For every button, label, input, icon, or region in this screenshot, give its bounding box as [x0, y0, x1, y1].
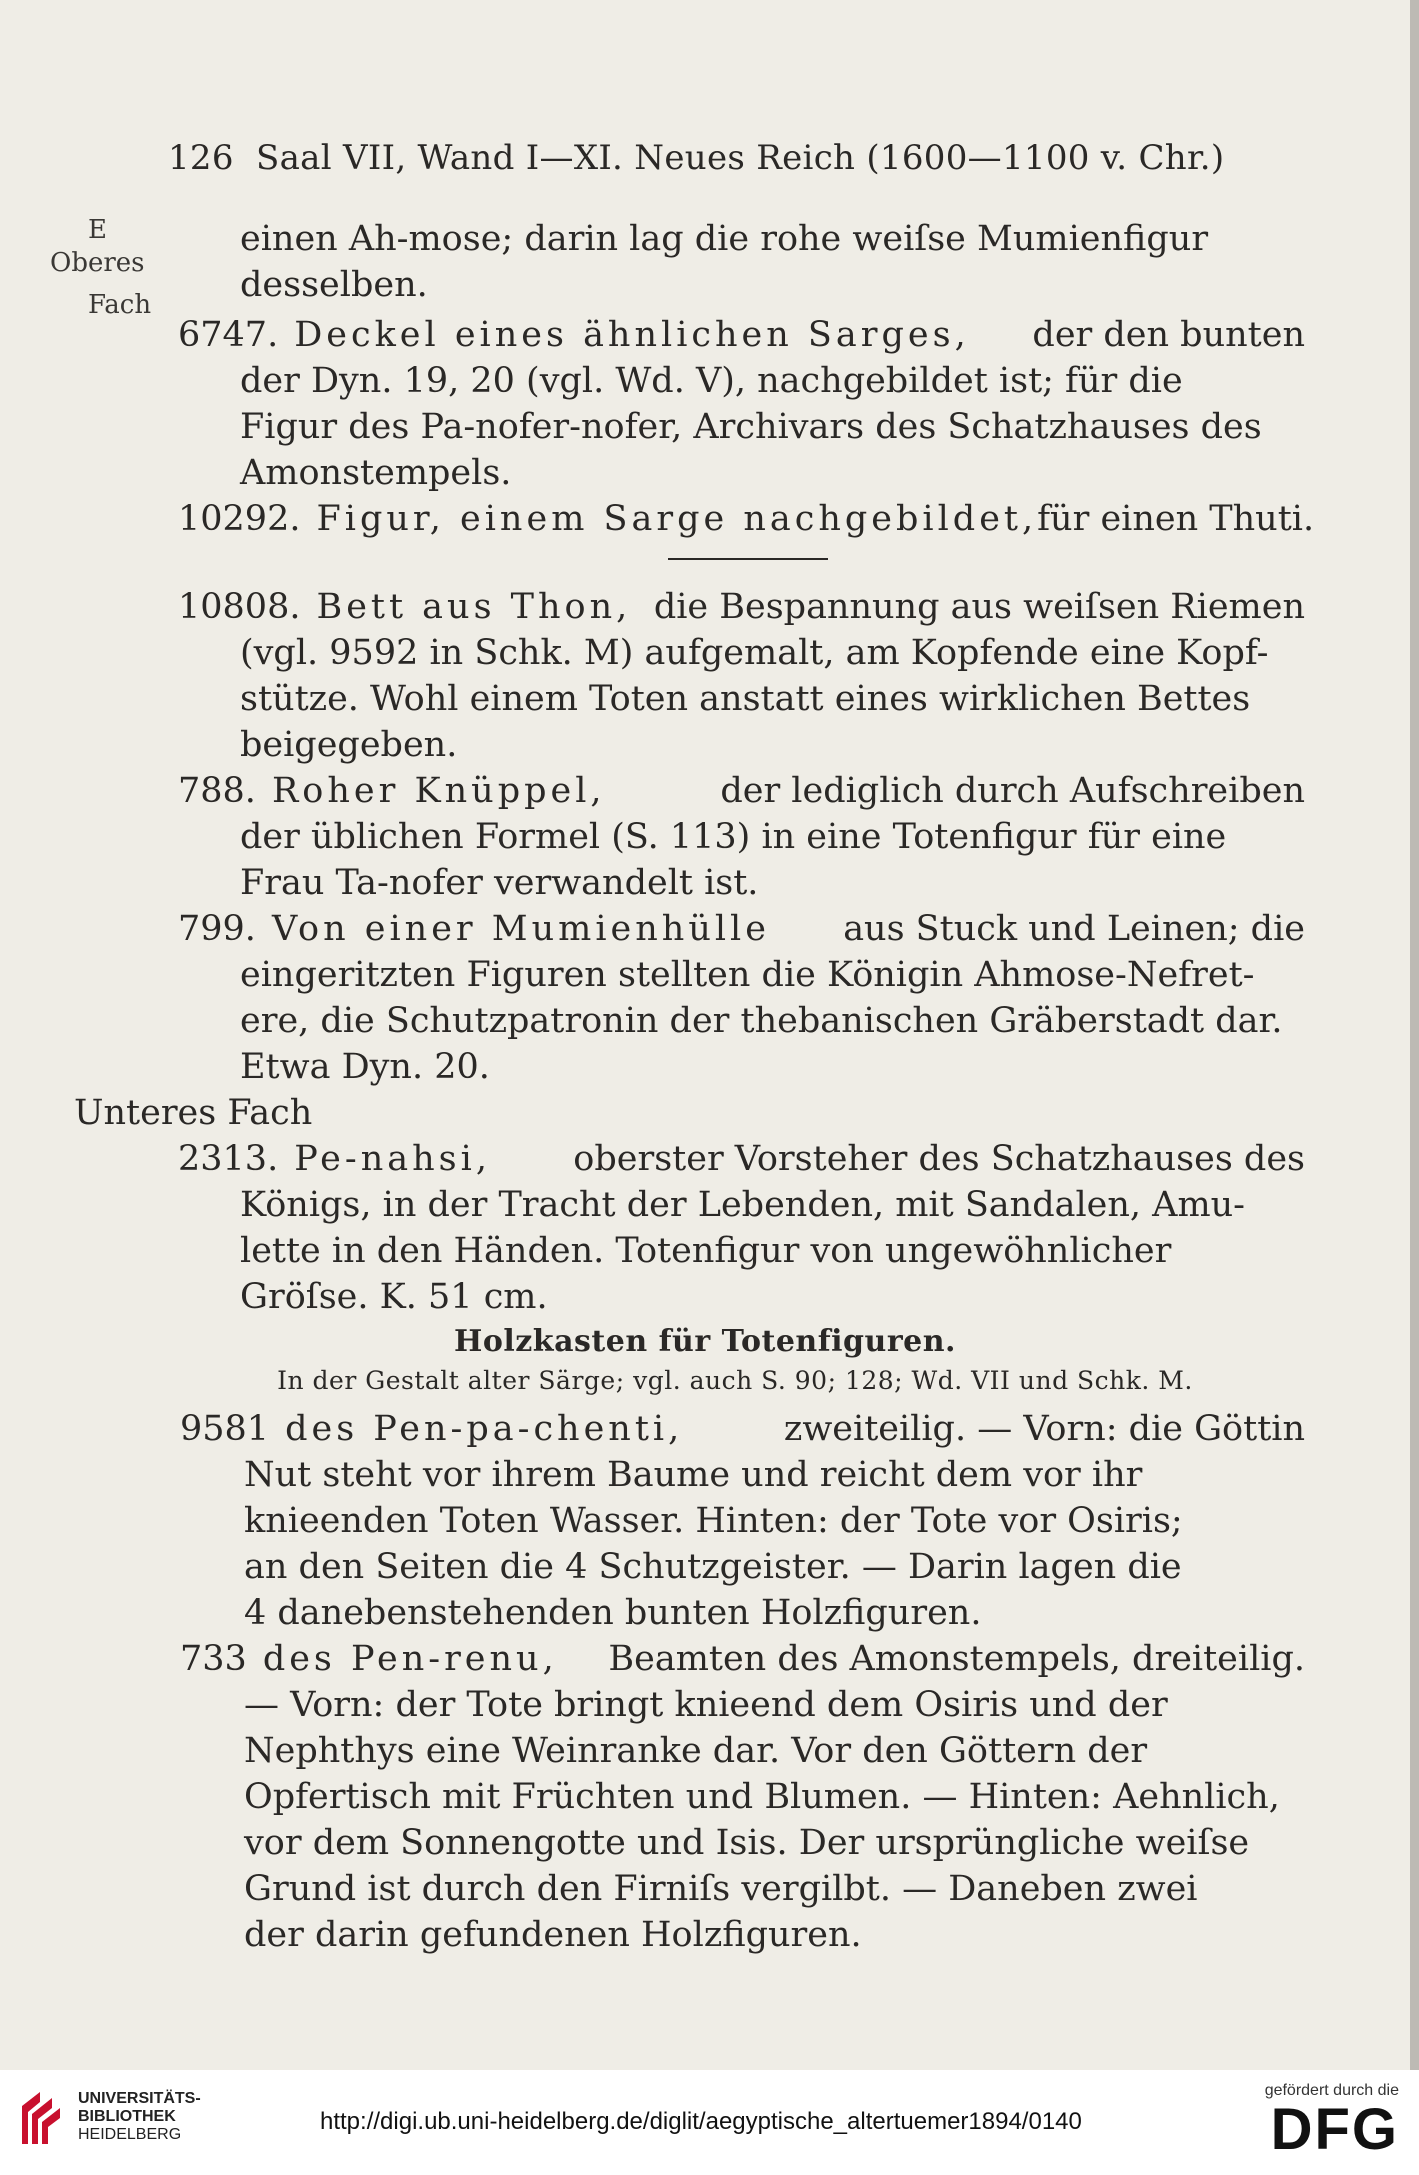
- library-name: [78, 2090, 201, 2144]
- margin-heading-unteres-fach: [74, 1090, 674, 1136]
- text-line: [244, 1452, 1305, 1498]
- text-line: [244, 1544, 1305, 1590]
- source-url-link[interactable]: http://digi.ub.uni-heidelberg.de/diglit/aegyptische_altertuemer1894/0140: [320, 2108, 1082, 2135]
- entry-title: des Pen-pa-chenti,: [285, 1409, 684, 1449]
- line-text: Grund ist durch den Firniſs vergilbt. — Daneben zwei: [244, 1869, 1198, 1909]
- entry-number: 788.: [178, 771, 256, 811]
- text-line: [244, 1590, 1305, 1636]
- line-text: Königs, in der Tracht der Lebenden, mit Sandalen, Amu-: [240, 1185, 1246, 1225]
- entry-9581-first-line: [180, 1406, 1305, 1452]
- text-line: [240, 216, 1305, 262]
- entry-733-first-line: [180, 1636, 1305, 1682]
- entry-title: Roher Knüppel,: [271, 771, 606, 811]
- running-title: Saal VII, Wand I—XI. Neues Reich (1600—1100 v. Chr.): [256, 138, 1225, 178]
- page-number: 126: [168, 138, 234, 178]
- running-header: [168, 138, 1308, 178]
- text-line: [240, 1228, 1305, 1274]
- line-text: ere, die Schutzpatronin der thebanischen Gräberstadt dar.: [240, 1001, 1283, 1041]
- page-edge-shadow: [1410, 0, 1419, 2070]
- text-line: [244, 1682, 1305, 1728]
- line-text: der darin gefundenen Holzfiguren.: [244, 1915, 862, 1955]
- text-line: [240, 1274, 1305, 1320]
- entry-10808-first-line: [178, 584, 1305, 630]
- line-text: Unteres Fach: [74, 1093, 313, 1133]
- text-line: [240, 404, 1305, 450]
- margin-note-fach: Fach: [88, 290, 152, 320]
- entry-title: Bett aus Thon,: [316, 587, 632, 627]
- line-text: zweiteilig. — Vorn: die Göttin: [783, 1409, 1305, 1449]
- line-text: Gröſse. K. 51 cm.: [240, 1277, 548, 1317]
- university-library-logo-icon: [18, 2088, 64, 2148]
- line-text: oberster Vorsteher des Schatzhauses des: [573, 1139, 1305, 1179]
- line-text: Nephthys eine Weinranke dar. Vor den Göttern der: [244, 1731, 1148, 1771]
- entry-title: Figur, einem Sarge nachgebildet,: [316, 499, 1038, 539]
- text-line: [244, 1498, 1305, 1544]
- entry-number: 10808.: [178, 587, 301, 627]
- dfg-logo: DFG: [1270, 2097, 1399, 2162]
- digitization-footer: [0, 2070, 1419, 2175]
- text-line: [244, 1728, 1305, 1774]
- entry-6747-first-line: [178, 312, 1305, 358]
- text-line: [240, 676, 1305, 722]
- text-line: [240, 860, 1305, 906]
- line-text: knieenden Toten Wasser. Hinten: der Tote vor Osiris;: [244, 1501, 1183, 1541]
- entry-title: Deckel eines ähnlichen Sarges,: [294, 315, 970, 355]
- text-line: [240, 358, 1305, 404]
- line-text: der lediglich durch Aufschreiben: [720, 771, 1305, 811]
- library-name-line: UNIVERSITÄTS-: [78, 2090, 201, 2107]
- line-text: Beamten des Amonstempels, dreiteilig.: [608, 1639, 1305, 1679]
- line-text: (vgl. 9592 in Schk. M) aufgemalt, am Kopfende eine Kopf-: [240, 633, 1269, 673]
- funded-by-label: gefördert durch die: [1264, 2082, 1399, 2099]
- margin-note-e: E: [88, 215, 107, 245]
- text-line: [244, 1820, 1305, 1866]
- text-line: [240, 262, 1305, 308]
- text-line: [244, 1866, 1305, 1912]
- line-text: Figur des Pa-nofer-nofer, Archivars des Schatzhauses des: [240, 407, 1262, 447]
- line-text: für einen Thuti.: [1037, 499, 1315, 539]
- line-text: lette in den Händen. Totenfigur von ungewöhnlicher: [240, 1231, 1172, 1271]
- line-text: der Dyn. 19, 20 (vgl. Wd. V), nachgebildet ist; für die: [240, 361, 1183, 401]
- text-line: [240, 630, 1305, 676]
- text-line: [240, 722, 1305, 768]
- entry-number: 733: [180, 1639, 247, 1679]
- line-text: — Vorn: der Tote bringt knieend dem Osiris und der: [244, 1685, 1168, 1725]
- line-text: stütze. Wohl einem Toten anstatt eines wirklichen Bettes: [240, 679, 1251, 719]
- margin-note-oberes: Oberes: [50, 248, 145, 278]
- line-text: Frau Ta-nofer verwandelt ist.: [240, 863, 759, 903]
- line-text: eingeritzten Figuren stellten die Königin Ahmose-Nefret-: [240, 955, 1255, 995]
- line-text: vor dem Sonnengotte und Isis. Der ursprüngliche weiſse: [244, 1823, 1250, 1863]
- line-text: die Bespannung aus weiſsen Riemen: [653, 587, 1305, 627]
- line-text: einen Ah-mose; darin lag die rohe weiſse Mumienfigur: [240, 219, 1209, 259]
- line-text: aus Stuck und Leinen; die: [843, 909, 1305, 949]
- entry-number: 2313.: [178, 1139, 279, 1179]
- entry-number: 6747.: [178, 315, 279, 355]
- section-heading: Holzkasten für Totenfiguren.: [454, 1324, 956, 1359]
- line-text: Opfertisch mit Früchten und Blumen. — Hinten: Aehnlich,: [244, 1777, 1280, 1817]
- text-line: [240, 450, 1305, 496]
- line-text: der üblichen Formel (S. 113) in eine Totenfigur für eine: [240, 817, 1227, 857]
- text-line: [244, 1912, 1305, 1958]
- line-text: desselben.: [240, 265, 428, 305]
- entry-title: Pe-nahsi,: [294, 1139, 491, 1179]
- line-text: Amonstempels.: [240, 453, 512, 493]
- entry-number: 10292.: [178, 499, 301, 539]
- line-text: beigegeben.: [240, 725, 458, 765]
- library-name-line: BIBLIOTHEK: [78, 2108, 176, 2125]
- library-name-line: HEIDELBERG: [78, 2126, 182, 2143]
- entry-number: 799.: [178, 909, 256, 949]
- entry-2313-first-line: [178, 1136, 1305, 1182]
- text-line: [240, 998, 1305, 1044]
- text-line: [240, 1044, 1305, 1090]
- line-text: an den Seiten die 4 Schutzgeister. — Darin lagen die: [244, 1547, 1182, 1587]
- funding-credit: [1265, 2082, 1399, 2160]
- entry-title: Von einer Mumienhülle: [271, 909, 770, 949]
- text-line: [240, 1182, 1305, 1228]
- line-text: der den bunten: [1032, 315, 1305, 355]
- entry-799-first-line: [178, 906, 1305, 952]
- text-line: [244, 1774, 1305, 1820]
- section-divider: [668, 558, 828, 560]
- line-text: Nut steht vor ihrem Baume und reicht dem vor ihr: [244, 1455, 1143, 1495]
- line-text: 4 danebenstehenden bunten Holzfiguren.: [244, 1593, 982, 1633]
- line-text: Etwa Dyn. 20.: [240, 1047, 490, 1087]
- entry-number: 9581: [180, 1409, 270, 1449]
- text-line: [240, 952, 1305, 998]
- text-line: [240, 814, 1305, 860]
- section-note: In der Gestalt alter Särge; vgl. auch S. 90; 128; Wd. VII und Schk. M.: [277, 1366, 1193, 1395]
- entry-title: des Pen-renu,: [262, 1639, 558, 1679]
- entry-10292-first-line: [178, 496, 1315, 542]
- entry-788-first-line: [178, 768, 1305, 814]
